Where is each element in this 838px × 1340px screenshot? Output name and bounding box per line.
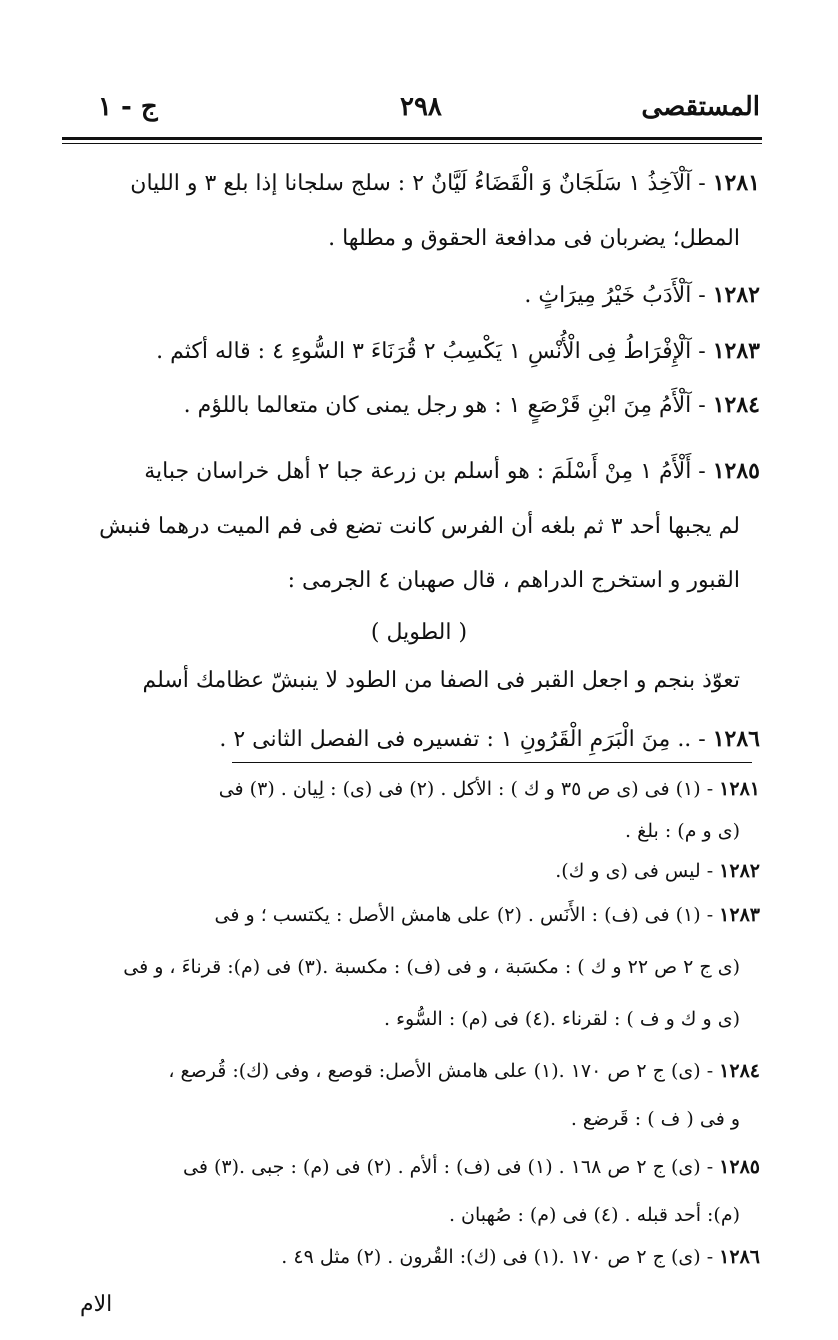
page-number: ٢٩٨ — [400, 92, 442, 122]
part-number: ج - ١ — [98, 92, 158, 122]
header-rule-thin — [62, 143, 762, 144]
book-title: المستقصى — [641, 92, 760, 122]
footnote-line: ١٢٨٢ - ليس فى (ى و ك). — [555, 860, 760, 882]
entry-line: لم يجبها أحد ٣ ثم بلغه أن الفرس كانت تضع فى فم الميت درهما فنبش — [99, 514, 740, 539]
footnote-line: (ى ج ٢ ص ٢٢ و ك ) : مكسَبة ، و فى (ف) : مكسبة .(٣) فى (م): قرناءَ ، و فى — [123, 956, 740, 978]
running-header — [70, 92, 760, 132]
entry-line: ١٢٨٦ - .. مِنَ الْبَرَمِ الْقَرُونِ ١ : تفسيره فى الفصل الثانى ٢ . — [219, 726, 760, 752]
entry-line: ١٢٨٣ - آلْإِفْرَاطُ فِى الْأُنْسِ ١ يَكْسِبُ ٢ قُرَنَاءَ ٣ السُّوءِ ٤ : قاله أكثم . — [156, 338, 760, 364]
footnote-line: ١٢٨٦ - (ى) ج ٢ ص ١٧٠ .(١) فى (ك): القُرون . (٢) مثل ٤٩ . — [281, 1246, 760, 1268]
header-rule-thick — [62, 137, 762, 140]
entry-line: ١٢٨٤ - آلْأَمُ مِنَ ابْنِ قَرْصَعٍ ١ : هو رجل يمنى كان متعالما باللؤم . — [183, 392, 760, 418]
entry-line: ١٢٨١ - آلْآخِذُ ١ سَلَجَانٌ وَ الْقَضَاءُ لَيَّانٌ ٢ : سلج سلجانا إذا بلع ٣ و الليان — [130, 170, 760, 196]
footnote-line: ١٢٨٥ - (ى) ج ٢ ص ١٦٨ . (١) فى (ف) : ألأم . (٢) فى (م) : جبى .(٣) فى — [183, 1156, 760, 1178]
footnote-line: (ى و ك و ف ) : لقرناء .(٤) فى (م) : السُّوء . — [383, 1008, 740, 1030]
catchword: الام — [80, 1292, 113, 1317]
footnote-line: ١٢٨٣ - (١) فى (ف) : الأَنَس . (٢) على هامش الأصل : يكتسب ؛ و فى — [214, 904, 760, 926]
footnote-line: و فى ( ف ) : قَرضع . — [570, 1108, 740, 1130]
entry-line: ١٢٨٥ - أَلْأَمُ ١ مِنْ أَسْلَمَ : هو أسلم بن زرعة جبا ٢ أهل خراسان جباية — [144, 458, 760, 484]
entry-line: ١٢٨٢ - آلْأَدَبُ خَيْرُ مِيرَاثٍ . — [524, 282, 760, 308]
verse-meter: ( الطويل ) — [370, 620, 468, 645]
footnote-line: ١٢٨١ - (١) فى (ى ص ٣٥ و ك ) : الأكل . (٢) فى (ى) : لِيان . (٣) فى — [218, 778, 760, 800]
footnote-line: ١٢٨٤ - (ى) ج ٢ ص ١٧٠ .(١) على هامش الأصل: قوصع ، وفى (ك): قُرصع ، — [168, 1060, 760, 1082]
entry-line: المطل؛ يضربان فى مدافعة الحقوق و مطلها . — [328, 226, 740, 251]
footnote-line: (م): أحد قبله . (٤) فى (م) : صُهبان . — [448, 1204, 740, 1226]
footnote-separator — [232, 762, 752, 763]
entry-line: القبور و استخرج الدراهم ، قال صهبان ٤ الجرمى : — [287, 568, 740, 593]
verse-line: تعوّذ بنجم و اجعل القبر فى الصفا من الطود لا ينبشّ عظامك أسلم — [142, 668, 740, 693]
footnote-line: (ى و م) : بلغ . — [625, 820, 740, 842]
